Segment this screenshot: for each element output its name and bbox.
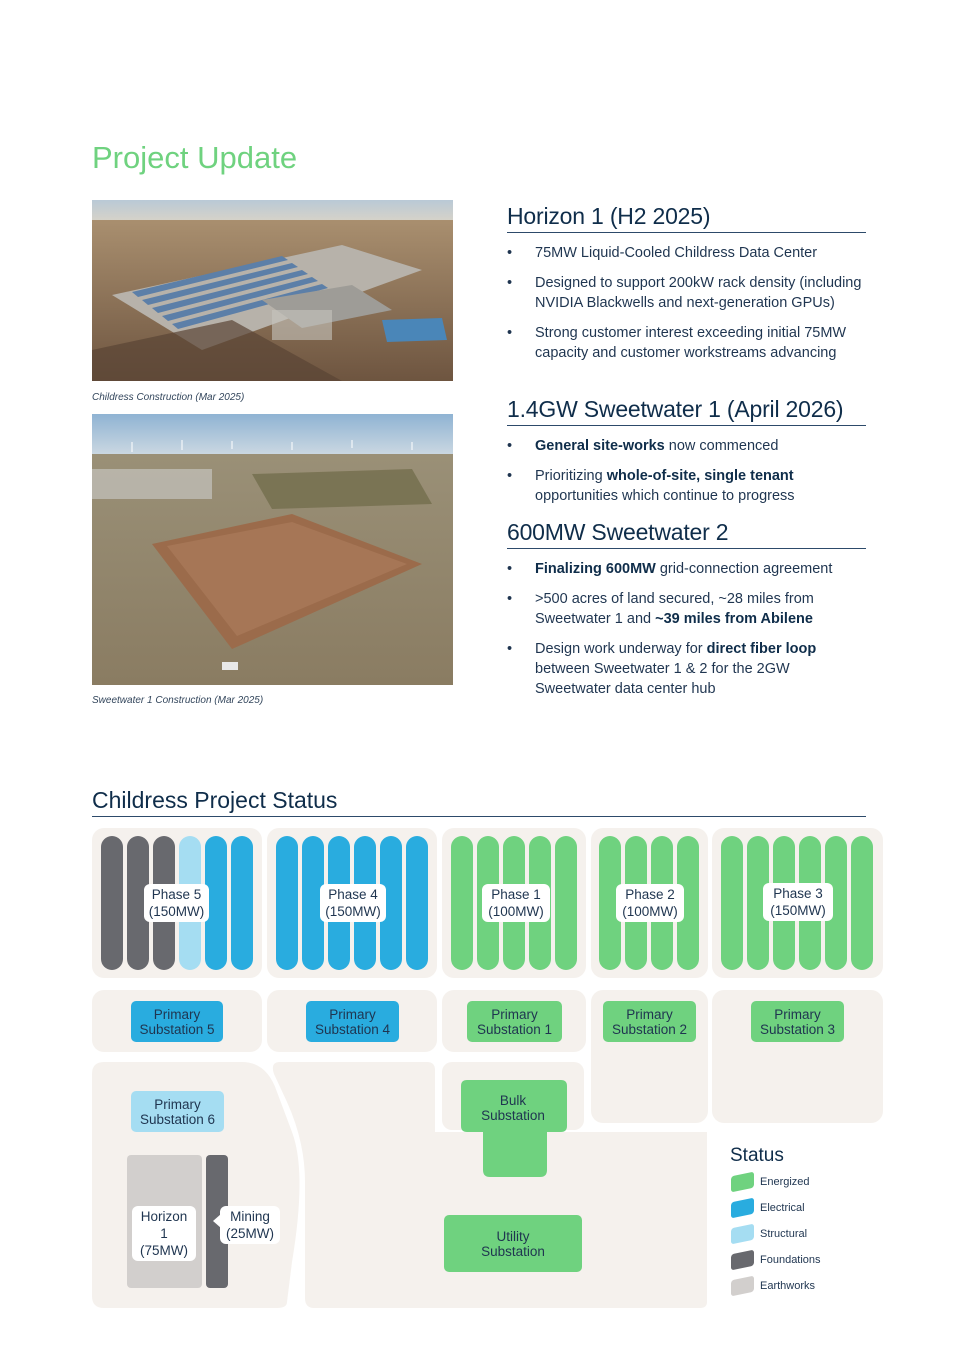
legend-item-structural: Structural — [731, 1226, 807, 1242]
bullet-item: • Strong customer interest exceeding initial 75MW capacity and customer workstreams advancing — [507, 323, 866, 363]
phase-1-bar — [451, 836, 473, 970]
phase-4-bar — [406, 836, 428, 970]
utility-substation: Utility Substation — [444, 1215, 582, 1272]
section-heading: 600MW Sweetwater 2 — [507, 519, 866, 549]
bullet-item: • Prioritizing whole-of-site, single tenant opportunities which continue to progress — [507, 466, 866, 506]
section-sweetwater-2 — [507, 519, 866, 709]
legend-swatch — [731, 1198, 754, 1219]
phase-1-bar — [555, 836, 577, 970]
primary-substation-2: Primary Substation 2 — [603, 1001, 696, 1042]
bullet-item: • Finalizing 600MW grid-connection agreement — [507, 559, 866, 579]
primary-substation-5: Primary Substation 5 — [131, 1001, 223, 1042]
bullet-item: • Designed to support 200kW rack density (including NVIDIA Blackwells and next-generation GPUs) — [507, 273, 866, 313]
section-heading: 1.4GW Sweetwater 1 (April 2026) — [507, 396, 866, 426]
legend-item-electrical: Electrical — [731, 1200, 805, 1216]
divider — [92, 816, 866, 817]
status-map-title: Childress Project Status — [92, 787, 338, 813]
page-title: Project Update — [92, 140, 298, 175]
horizon-1-label: Horizon 1 (75MW) — [132, 1206, 196, 1261]
mining-label-pointer — [213, 1214, 221, 1228]
legend-swatch — [731, 1172, 754, 1193]
phase-5-bar — [231, 836, 253, 970]
bullet-item: • >500 acres of land secured, ~28 miles from Sweetwater 1 and ~39 miles from Abilene — [507, 589, 866, 629]
photo-caption-childress: Childress Construction (Mar 2025) — [92, 392, 245, 403]
section-horizon-1 — [507, 203, 866, 373]
childress-construction-photo — [92, 200, 453, 381]
legend-title: Status — [730, 1145, 784, 1166]
phase-5-label: Phase 5 (150MW) — [144, 884, 209, 922]
section-heading: Horizon 1 (H2 2025) — [507, 203, 866, 233]
legend-swatch — [731, 1250, 754, 1271]
bullet-item: • Design work underway for direct fiber loop between Sweetwater 1 & 2 for the 2GW Sweetwater data center hub — [507, 639, 866, 699]
phase-3-bar — [851, 836, 873, 970]
section-sweetwater-1 — [507, 396, 866, 516]
primary-substation-4: Primary Substation 4 — [306, 1001, 399, 1042]
phase-4-label: Phase 4 (150MW) — [320, 884, 386, 922]
bullet-item: • 75MW Liquid-Cooled Childress Data Center — [507, 243, 866, 263]
sweetwater-construction-photo — [92, 414, 453, 685]
legend-swatch — [731, 1224, 754, 1245]
phase-2-label: Phase 2 (100MW) — [616, 884, 684, 922]
primary-substation-1: Primary Substation 1 — [467, 1001, 562, 1042]
bulk-substation-label: Bulk Substation — [481, 1093, 545, 1123]
phase-3-bar — [721, 836, 743, 970]
phase-3-label: Phase 3 (150MW) — [763, 883, 833, 921]
phase-5-bar — [101, 836, 123, 970]
bullet-item: • General site-works now commenced — [507, 436, 866, 456]
mining-label: Mining (25MW) — [220, 1206, 280, 1244]
legend-item-energized: Energized — [731, 1174, 810, 1190]
legend-swatch — [731, 1276, 754, 1297]
photo-caption-sweetwater: Sweetwater 1 Construction (Mar 2025) — [92, 695, 264, 706]
primary-substation-6: Primary Substation 6 — [131, 1091, 224, 1132]
phase-1-label: Phase 1 (100MW) — [482, 884, 550, 922]
legend-item-earthworks: Earthworks — [731, 1278, 815, 1294]
phase-4-bar — [276, 836, 298, 970]
legend-item-foundations: Foundations — [731, 1252, 821, 1268]
primary-substation-3: Primary Substation 3 — [751, 1001, 844, 1042]
